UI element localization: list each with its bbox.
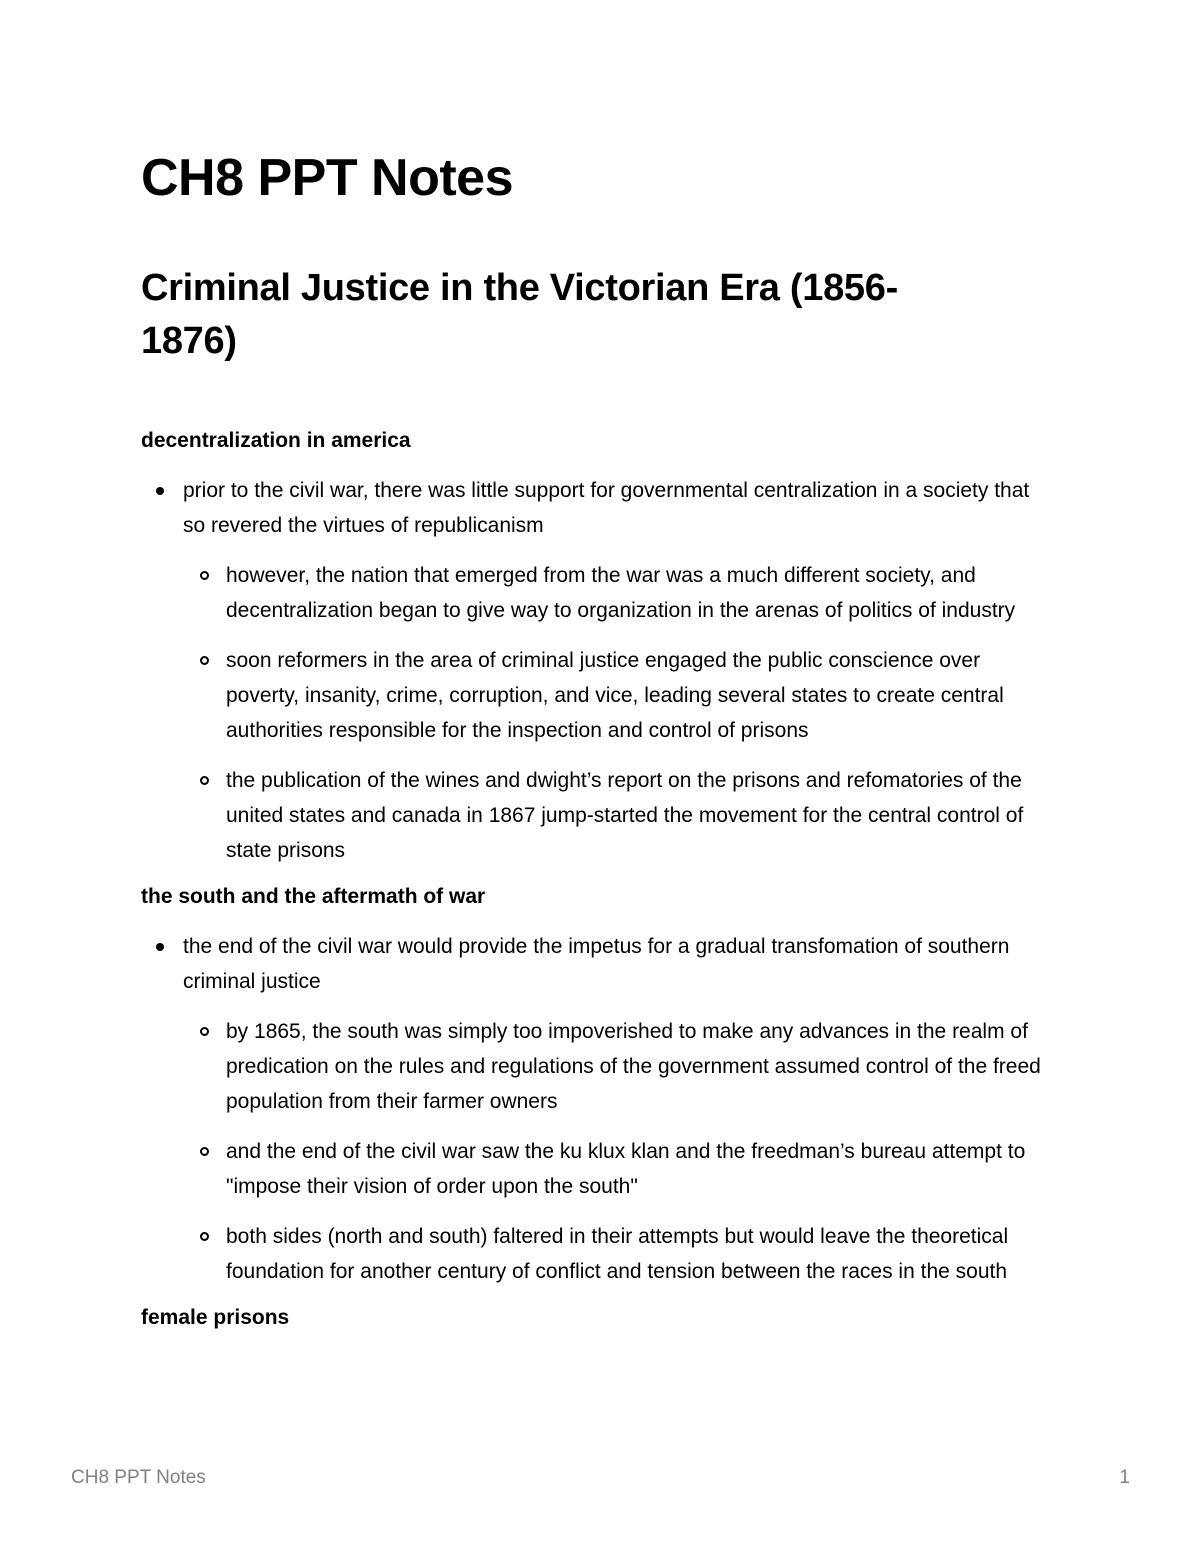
bullet-circle-icon [200,1232,209,1241]
page-content [141,142,1051,1333]
sub-list-item [183,763,1051,868]
section-decentralization [141,426,1051,868]
bullet-disc-icon [156,943,164,951]
sub-list-item [183,558,1051,628]
section-south-aftermath [141,882,1051,1289]
bullet-circle-icon [200,776,209,785]
sub-list-item [183,643,1051,748]
sub-list-item-text: however, the nation that emerged from the war was a much different society, and decentralization began to give way to organization in the arenas of politics of industry [226,564,1016,622]
section-heading: decentralization in america [141,429,411,452]
sub-list-item-text: both sides (north and south) faltered in their attempts but would leave the theoretical foundation for another century of conflict and tension between the races in the south [226,1225,1009,1283]
sub-list-item-text: by 1865, the south was simply too impoverished to make any advances in the realm of predication on the rules and regulations of the government assumed control of the freed population from their farmer owners [226,1020,1041,1113]
page-subtitle [141,262,1051,368]
sub-list-item [183,1219,1051,1289]
bullet-list [141,473,1051,868]
sub-list-item-text: and the end of the civil war saw the ku klux klan and the freedman’s bureau attempt to "impose their vision of order upon the south" [226,1140,1026,1198]
bullet-circle-icon [200,571,209,580]
bullet-circle-icon [200,1027,209,1036]
list-item [141,473,1051,868]
sub-list-item [183,1134,1051,1204]
section-heading: female prisons [141,1306,290,1329]
page-title: CH8 PPT Notes [141,149,514,207]
sub-list-item-text: the publication of the wines and dwight’s report on the prisons and refomatories of the united states and canada in 1867 jump-started the movement for the central control of state prisons [226,769,1024,862]
bullet-circle-icon [200,656,209,665]
sub-list-item [183,1014,1051,1119]
list-item-text: the end of the civil war would provide the impetus for a gradual transfomation of southern criminal justice [183,935,1010,993]
section-female-prisons [141,1303,1051,1333]
sub-bullet-list [183,1014,1051,1289]
sub-list-item-text: soon reformers in the area of criminal justice engaged the public conscience over poverty, insanity, crime, corruption, and vice, leading several states to create central authorities responsible for the inspection and control of prisons [226,649,1004,742]
bullet-circle-icon [200,1147,209,1156]
footer-title: CH8 PPT Notes [71,1467,206,1488]
bullet-disc-icon [156,487,164,495]
page-number: 1 [1119,1467,1130,1488]
sub-bullet-list [183,558,1051,868]
section-heading: the south and the aftermath of war [141,885,486,908]
subtitle-line-2: 1876) [141,320,237,362]
bullet-list [141,929,1051,1289]
subtitle-line-1: Criminal Justice in the Victorian Era (1856- [141,267,898,309]
list-item [141,929,1051,1289]
list-item-text: prior to the civil war, there was little support for governmental centralization in a society that so revered the virtues of republicanism [183,479,1030,537]
